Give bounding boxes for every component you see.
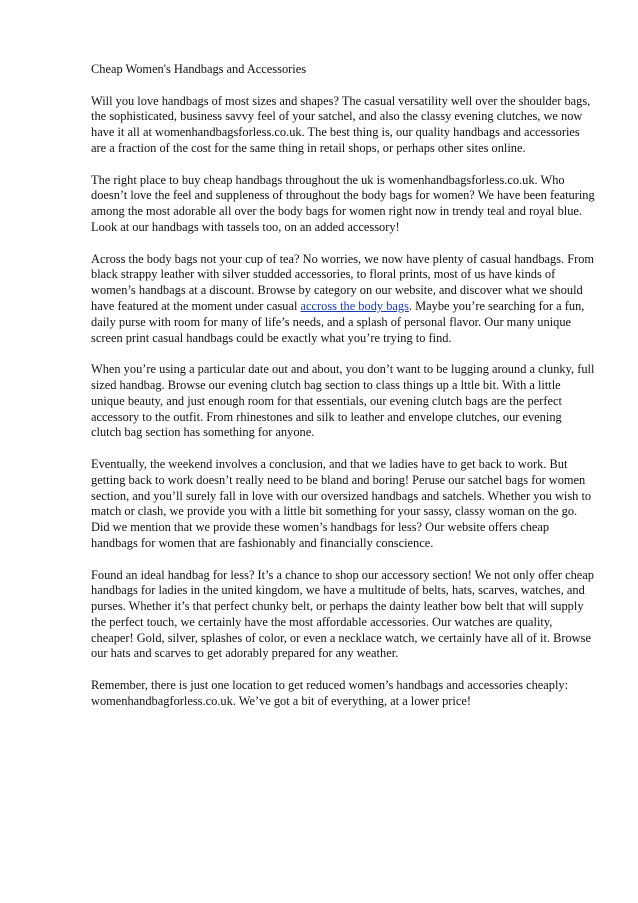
paragraph-3 (91, 252, 595, 347)
document-page (91, 62, 595, 725)
paragraph-6: Found an ideal handbag for less? It’s a chance to shop our accessory section! We not only offer cheap handbags for ladies in the united kingdom, we have a multitude of belts, hats, scarves, watches, and purses. Whether it’s that perfect chunky belt, or perhaps the dainty leather bow belt that will supply the perfect touch, we certainly have the most affordable accessories. Our watches are quality, cheaper! Gold, silver, splashes of color, or even a necklace watch, we certainly have all of it. Browse our hats and scarves to get adorably prepared for any weather. (91, 567, 594, 661)
paragraph-3-before-link: Across the body bags not your cup of tea? No worries, we now have plenty of casual handbags. From black strappy leather with silver studded accessories, to floral prints, most of us have kinds of women’s handbags at a discount. Browse by category on our website, and discover what we should have featured at the moment under casual (91, 251, 595, 313)
paragraph-7: Remember, there is just one location to get reduced women’s handbags and accessories cheaply: womenhandbagforless.co.uk. We’ve got a bit of everything, at a lower price! (91, 678, 569, 708)
paragraph-4: When you’re using a particular date out and about, you don’t want to be lugging around a clunky, full sized handbag. Browse our evening clutch bag section to class things up a lttle bit. With a little unique beauty, and just enough room for that essentials, our evening clutch bags are the perfect accessory to the outfit. From rhinestones and silk to leather and envelope clutches, our evening clutch bag section has something for anyone. (91, 362, 595, 440)
document-title: Cheap Women's Handbags and Accessories (91, 62, 307, 76)
across-the-body-bags-link[interactable]: accross the body bags (300, 298, 409, 313)
paragraph-2: The right place to buy cheap handbags throughout the uk is womenhandbagsforless.co.uk. Who doesn’t love the feel and suppleness of throughout the body bags for women? We have been featuring among the most adorable all over the body bags for women right now in trendy teal and royal blue. Look at our handbags with tassels too, on an added accessory! (91, 172, 595, 234)
paragraph-5: Eventually, the weekend involves a conclusion, and that we ladies have to get back to work. But getting back to work doesn’t really need to be bland and boring! Peruse our satchel bags for women section, and you’ll surely fall in love with our oversized handbags and satchels. Whether you wish to match or clash, we provide you with a little bit something for your sassy, classy woman on the go. Did we mention that we provide these women’s handbags for less? Our website offers cheap handbags for women that are fashionably and financially conscience. (91, 456, 592, 550)
paragraph-3-after-link: . Maybe you’re searching for a fun, daily purse with room for many of life’s needs, and a splash of personal flavor. Our many unique screen print casual handbags could be exactly what you’re trying to find. (91, 298, 585, 345)
paragraph-1: Will you love handbags of most sizes and shapes? The casual versatility well over the shoulder bags, the sophisticated, business savvy feel of your satchel, and also the classy evening clutches, we now have it all at womenhandbagsforless.co.uk. The best thing is, our quality handbags and accessories are a fraction of the cost for the same thing in retail shops, or perhaps other sites online. (91, 93, 591, 155)
